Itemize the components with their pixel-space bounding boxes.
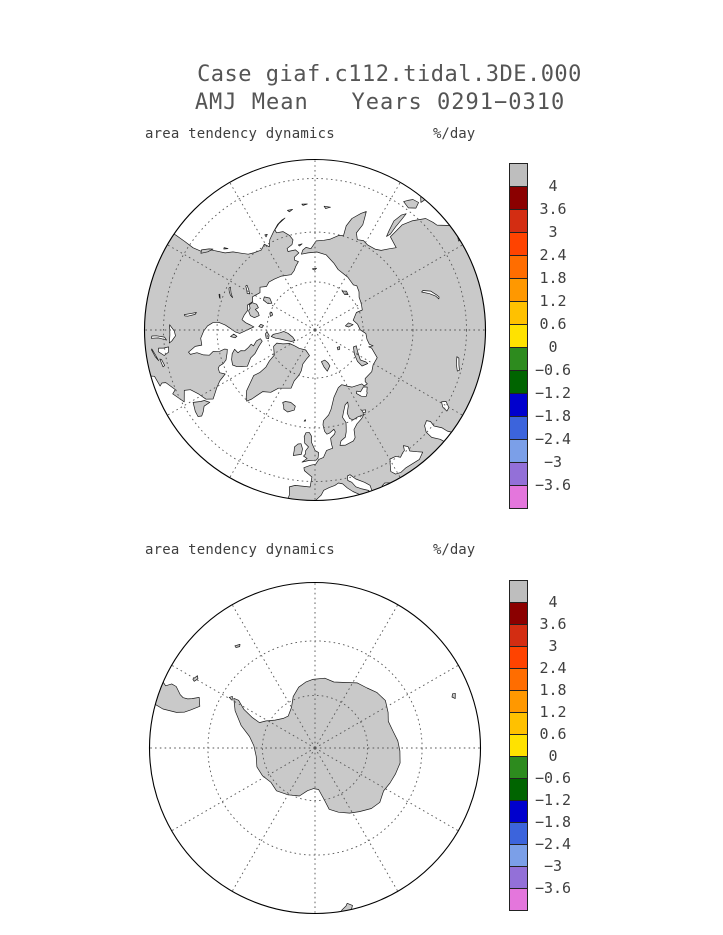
colorbar-segment <box>509 439 528 463</box>
coastline-ireland <box>293 444 302 456</box>
coastline-wrangel-island <box>312 268 316 270</box>
colorbar-segment <box>509 278 528 302</box>
colorbar-segment <box>509 888 528 911</box>
coastline-franz-josef-land <box>337 347 340 350</box>
colorbar-tick-label: 1.8 <box>539 269 567 287</box>
colorbar-tick-label: 0.6 <box>539 725 567 743</box>
colorbar-segment <box>509 301 528 325</box>
coastline-devon-island <box>265 332 269 339</box>
colorbar-segment <box>509 580 528 603</box>
coastline-faroe-islands <box>304 420 306 422</box>
coastline-victoria-island <box>249 303 260 318</box>
colorbar-tick-label: −3 <box>543 857 563 875</box>
colorbar-tick-label: 3.6 <box>539 200 567 218</box>
colorbar-segment <box>509 668 528 691</box>
lake-lake-balkhash <box>456 357 459 372</box>
coastline-severnaya-zemlya <box>345 323 353 327</box>
coastline-banks-island <box>263 297 272 304</box>
coastline-great-britain <box>302 433 319 463</box>
colorbar-tick-label: −3.6 <box>534 879 572 897</box>
colorbar-tick-label: 3 <box>548 223 558 241</box>
coastline-falkland-islands <box>193 676 198 682</box>
coastline-queen-charlotte <box>224 248 228 249</box>
coastline-newfoundland <box>193 401 210 417</box>
panel-2-variable-label: area tendency dynamics <box>145 542 335 558</box>
coastline-antarctica <box>234 678 400 813</box>
coastline-ellesmere-island <box>271 331 295 341</box>
colorbar-segment <box>509 690 528 713</box>
colorbar-segment <box>509 186 528 210</box>
coastline-new-siberian-islands <box>342 291 348 295</box>
colorbar-tick-label: 1.8 <box>539 681 567 699</box>
colorbar-segment <box>509 646 528 669</box>
colorbar-tick-label: 3 <box>548 637 558 655</box>
colorbar-tick-label: 0.6 <box>539 315 567 333</box>
north-polar-map <box>143 158 487 502</box>
colorbar-segment <box>509 209 528 233</box>
colorbar-tick-label: 0 <box>548 338 558 356</box>
coastline-hokkaido <box>404 200 419 209</box>
colorbar-segment <box>509 416 528 440</box>
colorbar-tick-label: 0 <box>548 747 558 765</box>
colorbar-segment <box>509 462 528 486</box>
colorbar-segment <box>509 163 528 187</box>
panel-1-variable-label: area tendency dynamics <box>145 126 335 142</box>
colorbar-tick-label: 3.6 <box>539 615 567 633</box>
panel-2-units-label: %/day <box>433 542 476 558</box>
colorbar-segment <box>509 624 528 647</box>
south-polar-map <box>148 581 482 915</box>
coastline-aleutian-1 <box>287 209 292 211</box>
colorbar-tick-label: −2.4 <box>534 430 572 448</box>
colorbar-tick-label: −0.6 <box>534 769 572 787</box>
coastline-aleutian-2 <box>302 204 308 205</box>
coastline-iceland <box>283 402 296 413</box>
colorbar-segment <box>509 712 528 735</box>
coastline-kerguelen <box>452 693 455 698</box>
coastline-somerset-island <box>259 324 264 327</box>
colorbar-tick-label: −0.6 <box>534 361 572 379</box>
colorbar-tick-label: −2.4 <box>534 835 572 853</box>
colorbar-segment <box>509 778 528 801</box>
colorbar-tick-label: −1.2 <box>534 384 572 402</box>
coastline-novaya-zemlya <box>353 346 367 366</box>
colorbar-tick-label: −1.8 <box>534 813 572 831</box>
colorbar-segment <box>509 232 528 256</box>
colorbar-tick-label: 1.2 <box>539 292 567 310</box>
colorbar-tick-label: 4 <box>548 177 558 195</box>
colorbar-segment <box>509 370 528 394</box>
colorbar-segment <box>509 347 528 371</box>
colorbar-tick-label: −3 <box>543 453 563 471</box>
coastline-svalbard <box>321 360 330 371</box>
colorbar-tick-label: 2.4 <box>539 246 567 264</box>
colorbar-tick-label: 1.2 <box>539 703 567 721</box>
colorbar-segment <box>509 866 528 889</box>
colorbar-segment <box>509 800 528 823</box>
coastline-st-lawrence-island <box>298 244 302 246</box>
coastline-southampton-island <box>231 334 237 338</box>
colorbar-segment <box>509 756 528 779</box>
panel-1-units-label: %/day <box>433 126 476 142</box>
coastline-kodiak-island <box>265 234 268 237</box>
colorbar-segment <box>509 822 528 845</box>
colorbar-tick-label: 2.4 <box>539 659 567 677</box>
plot-title-line1: Case giaf.c112.tidal.3DE.000 <box>197 62 582 87</box>
colorbar-segment <box>509 255 528 279</box>
colorbar-tick-label: −1.8 <box>534 407 572 425</box>
colorbar-segment <box>509 844 528 867</box>
coastline-south-georgia <box>235 644 240 647</box>
colorbar-segment <box>509 324 528 348</box>
colorbar-segment <box>509 393 528 417</box>
colorbar-segment <box>509 485 528 509</box>
colorbar-segment <box>509 602 528 625</box>
coastline-aleutian-3 <box>324 206 330 208</box>
coastline-baffin-island <box>232 339 263 367</box>
colorbar-tick-label: −3.6 <box>534 476 572 494</box>
colorbar-tick-label: 4 <box>548 593 558 611</box>
colorbar-tick-label: −1.2 <box>534 791 572 809</box>
plot-title-line2: AMJ Mean Years 0291−0310 <box>194 90 566 115</box>
colorbar-segment <box>509 734 528 757</box>
